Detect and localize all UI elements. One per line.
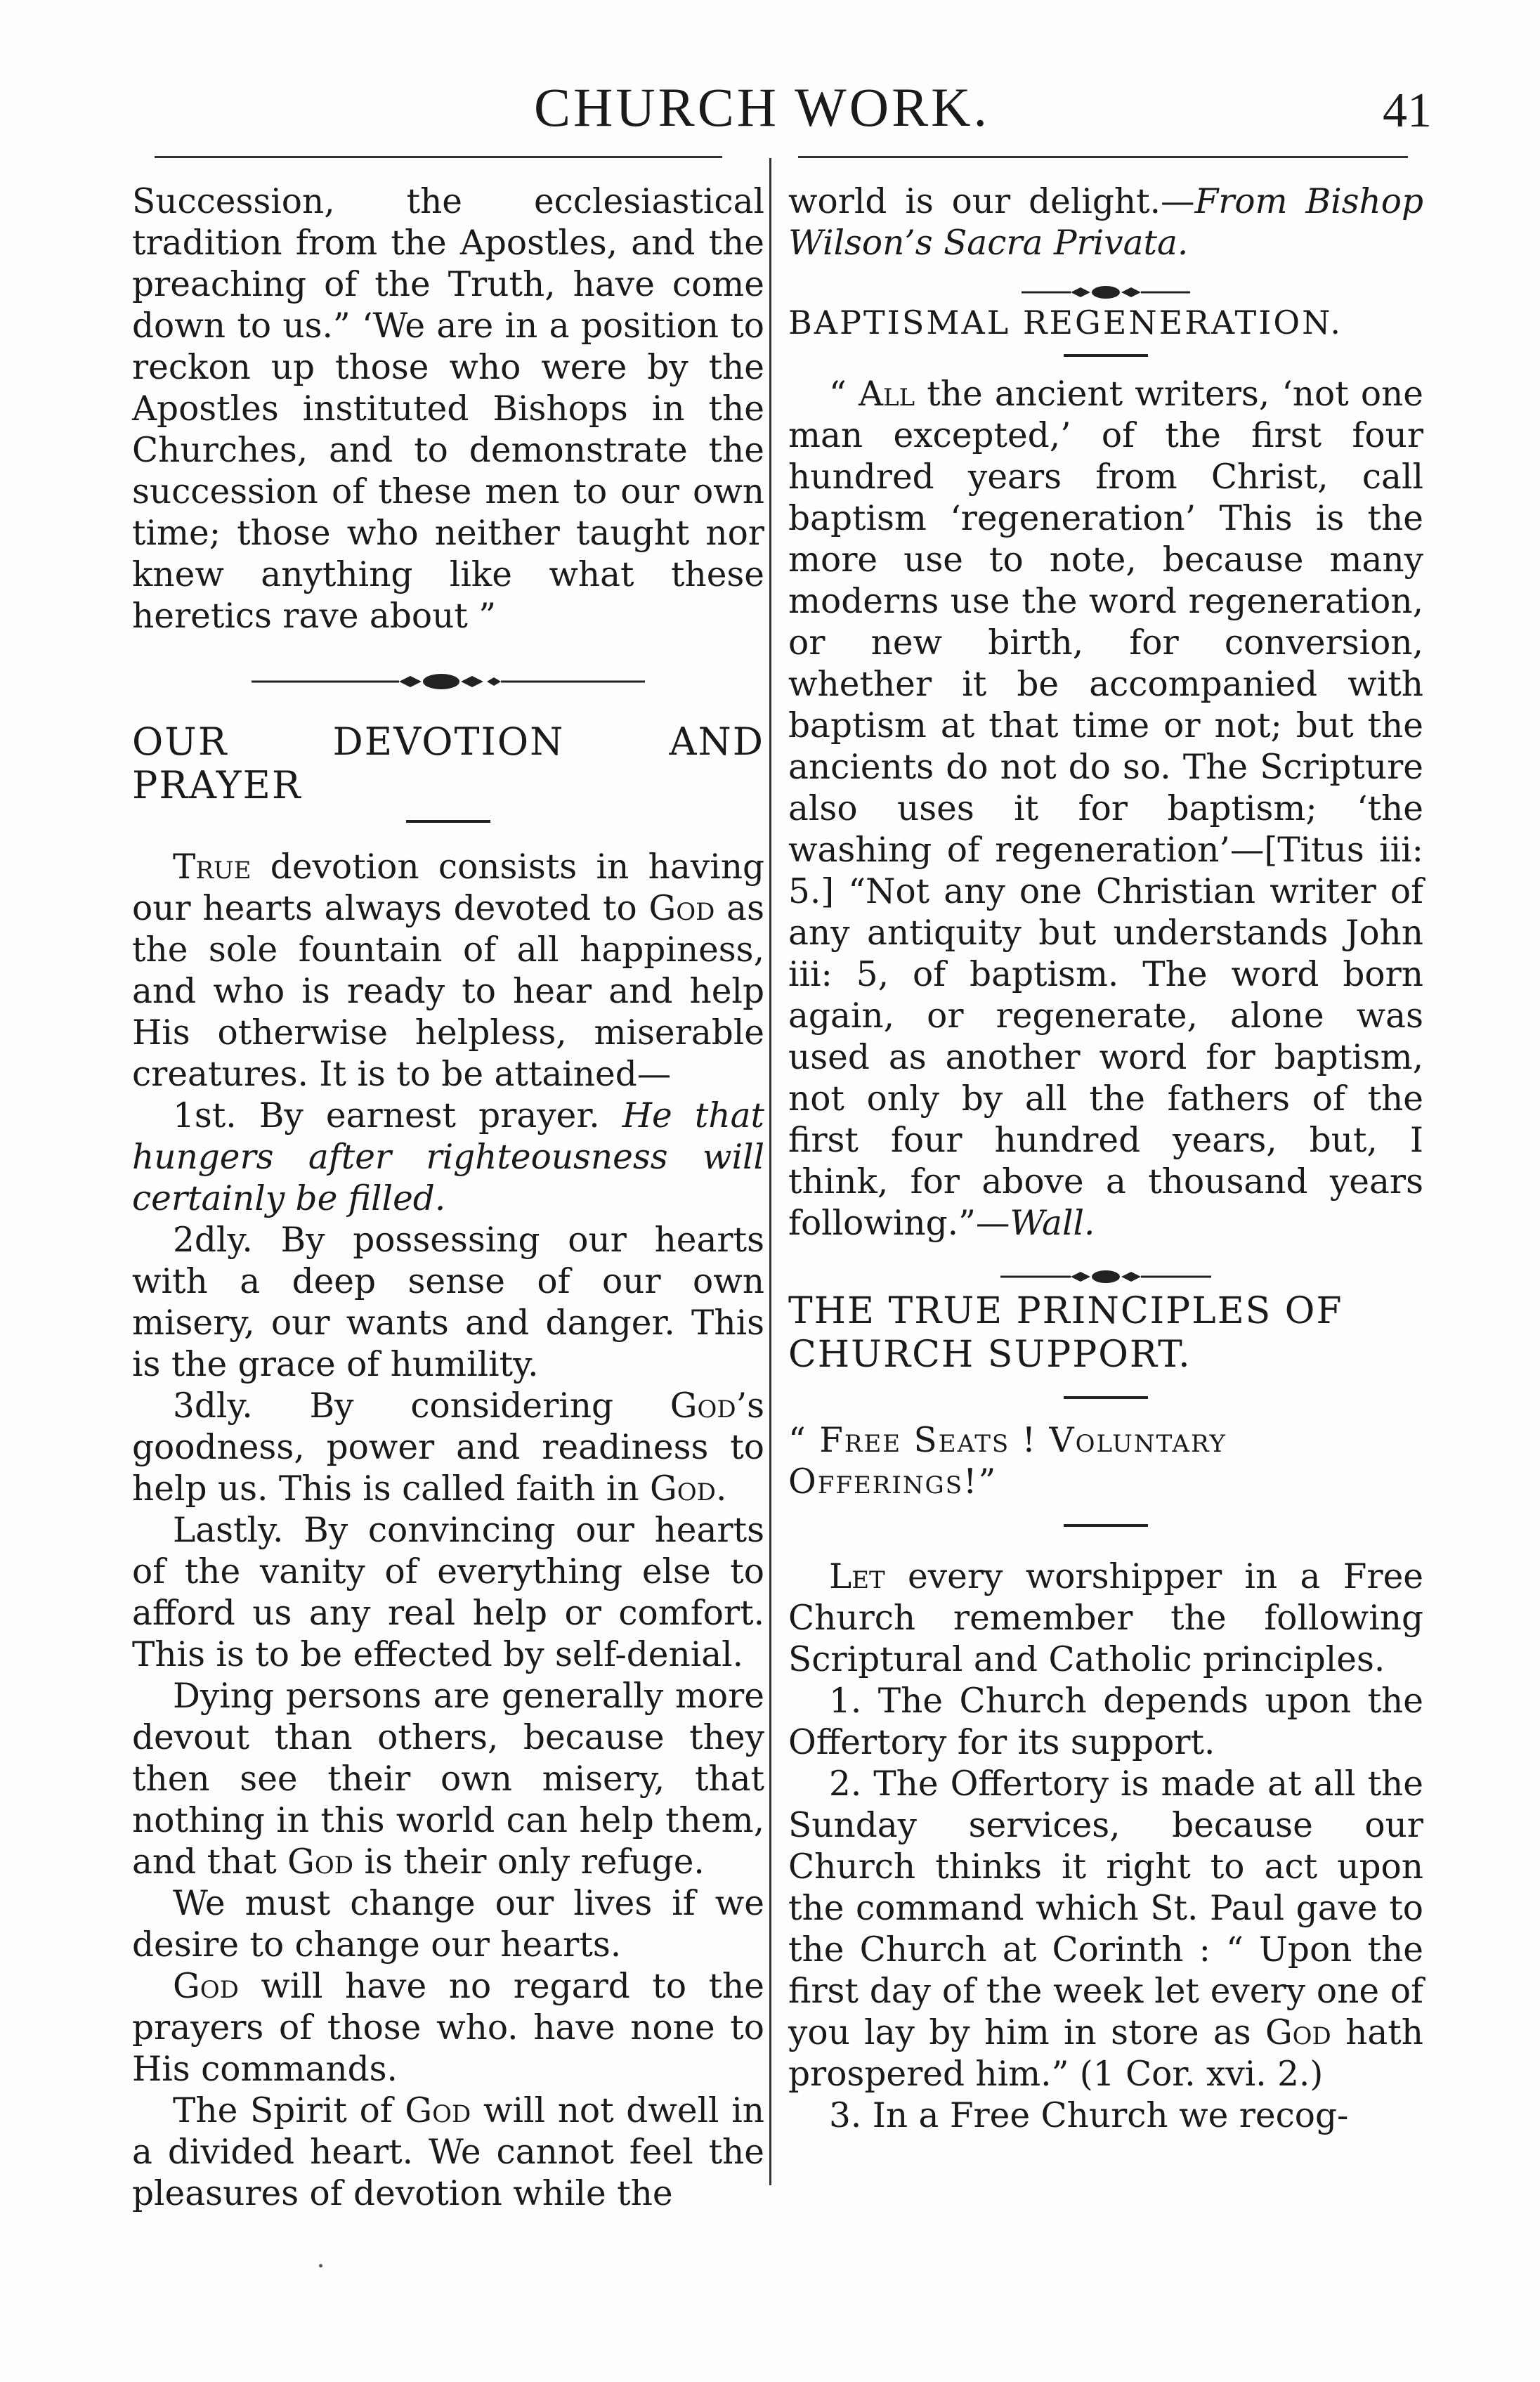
paragraph-point-1: 1. The Church depends upon the Offertory for its support.: [788, 1681, 1423, 1762]
text-run: 3dly. By considering: [173, 1386, 670, 1426]
divine-name: God: [650, 1469, 716, 1509]
heading-principles-line1: THE TRUE PRINCIPLES OF: [788, 1290, 1343, 1332]
heading-principles-line2: CHURCH SUPPORT.: [788, 1334, 1192, 1376]
divine-name: God: [405, 2091, 471, 2130]
text-run: world is our delight.—: [788, 182, 1195, 221]
paragraph-point-2: [788, 1764, 1423, 2095]
text-run: The Spirit of: [173, 2091, 405, 2130]
divine-name: God: [670, 1386, 736, 1426]
italic-quote: He that hungers after righteousness will certainly be filled.: [132, 1096, 764, 1218]
page-number: 41: [1383, 84, 1432, 138]
print-speck: [319, 2264, 322, 2267]
drop-word: True: [173, 847, 252, 887]
column-divider: [769, 158, 771, 2185]
heading-baptismal: BAPTISMAL REGENERATION.: [788, 304, 1343, 341]
paragraph-no-regard: [132, 1966, 764, 2090]
paragraph-dying: [132, 1676, 764, 1883]
text-run: is their only refuge.: [353, 1842, 705, 1882]
text-run: every worshipper in a Free Church remember the following Scriptural and Catholic principles.: [788, 1557, 1423, 1679]
paragraph-lastly: Lastly. By convincing our hearts of the vanity of everything else to afford us any real help or comfort. This is to be effected by self-denial.: [132, 1511, 764, 1674]
citation: Wall.: [1010, 1204, 1095, 1243]
heading-rule: [1064, 354, 1148, 357]
paragraph-point-3: 3. In a Free Church we recog-: [829, 2096, 1349, 2135]
paragraph-ancient-writers: [788, 374, 1423, 1244]
heading-devotion: OUR DEVOTION AND PRAYER: [132, 720, 764, 807]
right-column: [788, 181, 1423, 2137]
heading-rule: [1064, 1524, 1148, 1527]
header-rule-left: [155, 156, 722, 158]
text-run: ’s goodness, power and readiness to help us. This is called faith in: [132, 1386, 764, 1509]
divine-name: God: [173, 1967, 239, 2006]
paragraph-true-devotion: [132, 847, 764, 1095]
paragraph-third: [132, 1386, 764, 1510]
drop-word: Let: [829, 1557, 885, 1596]
drop-word: “ All: [829, 375, 915, 414]
citation: From Bishop Wilson’s Sacra Privata.: [788, 182, 1423, 263]
text-run: .: [715, 1469, 727, 1509]
divine-name: God: [648, 889, 715, 928]
text-run: Dying persons are generally more devout than others, because they then see their own misery, that nothing in this world can help them, and that: [132, 1677, 764, 1882]
text-run: devotion consists in having our hearts always devoted to: [132, 847, 764, 928]
paragraph-first: [132, 1095, 764, 1220]
fleuron-ornament: [788, 271, 1423, 292]
subheading-line1: “ Free Seats ! Voluntary: [788, 1421, 1227, 1460]
paragraph-world-delight: [788, 181, 1423, 264]
paragraph-worshipper: [788, 1556, 1423, 1681]
paragraph-second: 2dly. By possessing our hearts with a deep sense of our own misery, our wants and danger. This is the grace of humility.: [132, 1221, 764, 1384]
text-run: 1st. By earnest prayer.: [173, 1096, 622, 1135]
divine-name: God: [287, 1842, 354, 1882]
text-run: the ancient writers, ‘not one man excepted,’ of the first four hundred years from Christ, call baptism ‘regeneration’ This is the more use to note, because many moderns use the word regeneration, or new birth, for conversion, whether it be accompanied with baptism at that time or not; but the ancients do not do so. The Scripture also uses it for baptism; ‘the washing of regeneration’—[Titus iii: 5.] “Not any one Christian writer of any antiquity but understands John iii: 5, of baptism. The word born again, or regenerate, alone was used as another word for baptism, not only by all the fathers of the first four hundred years, but, I think, for above a thousand years following.”—: [788, 375, 1423, 1243]
subheading-line2: Offerings!”: [788, 1462, 998, 1502]
heading-rule: [406, 820, 490, 823]
fleuron-ornament: [788, 1256, 1423, 1277]
text-run: 2. The Offertory is made at all the Sunday services, because our Church thinks it right to act upon the command which St. Paul gave to the Church at Corinth : “ Upon the first day of the week let every one of you lay by him in store as: [788, 1764, 1423, 2052]
text-run: will not dwell in a divided heart. We cannot feel the pleasures of devotion while the: [132, 2091, 764, 2213]
text-run: as the sole fountain of all happiness, and who is ready to hear and help His otherwise helpless, miserable creatures. It is to be attained—: [132, 889, 764, 1094]
paragraph-succession: Succession, the ecclesiastical tradition from the Apostles, and the preaching of the Truth, have come down to us.” ‘We are in a position to reckon up those who were by the Apostles instituted Bishops in the Churches, and to demonstrate the succession of these men to our own time; those who neither taught nor knew anything like what these heretics rave about ”: [132, 182, 764, 636]
fleuron-ornament: [132, 664, 764, 692]
running-head: CHURCH WORK.: [534, 77, 990, 138]
left-column: [132, 181, 764, 2215]
divine-name: God: [1265, 2013, 1331, 2052]
paragraph-spirit: [132, 2090, 764, 2215]
header-rule-right: [798, 156, 1408, 158]
heading-rule: [1064, 1396, 1148, 1399]
paragraph-change-lives: We must change our lives if we desire to change our hearts.: [132, 1884, 764, 1965]
text-run: hath prospered him.” (1 Cor. xvi. 2.): [788, 2013, 1424, 2094]
text-run: will have no regard to the prayers of those who. have none to His commands.: [132, 1967, 764, 2089]
